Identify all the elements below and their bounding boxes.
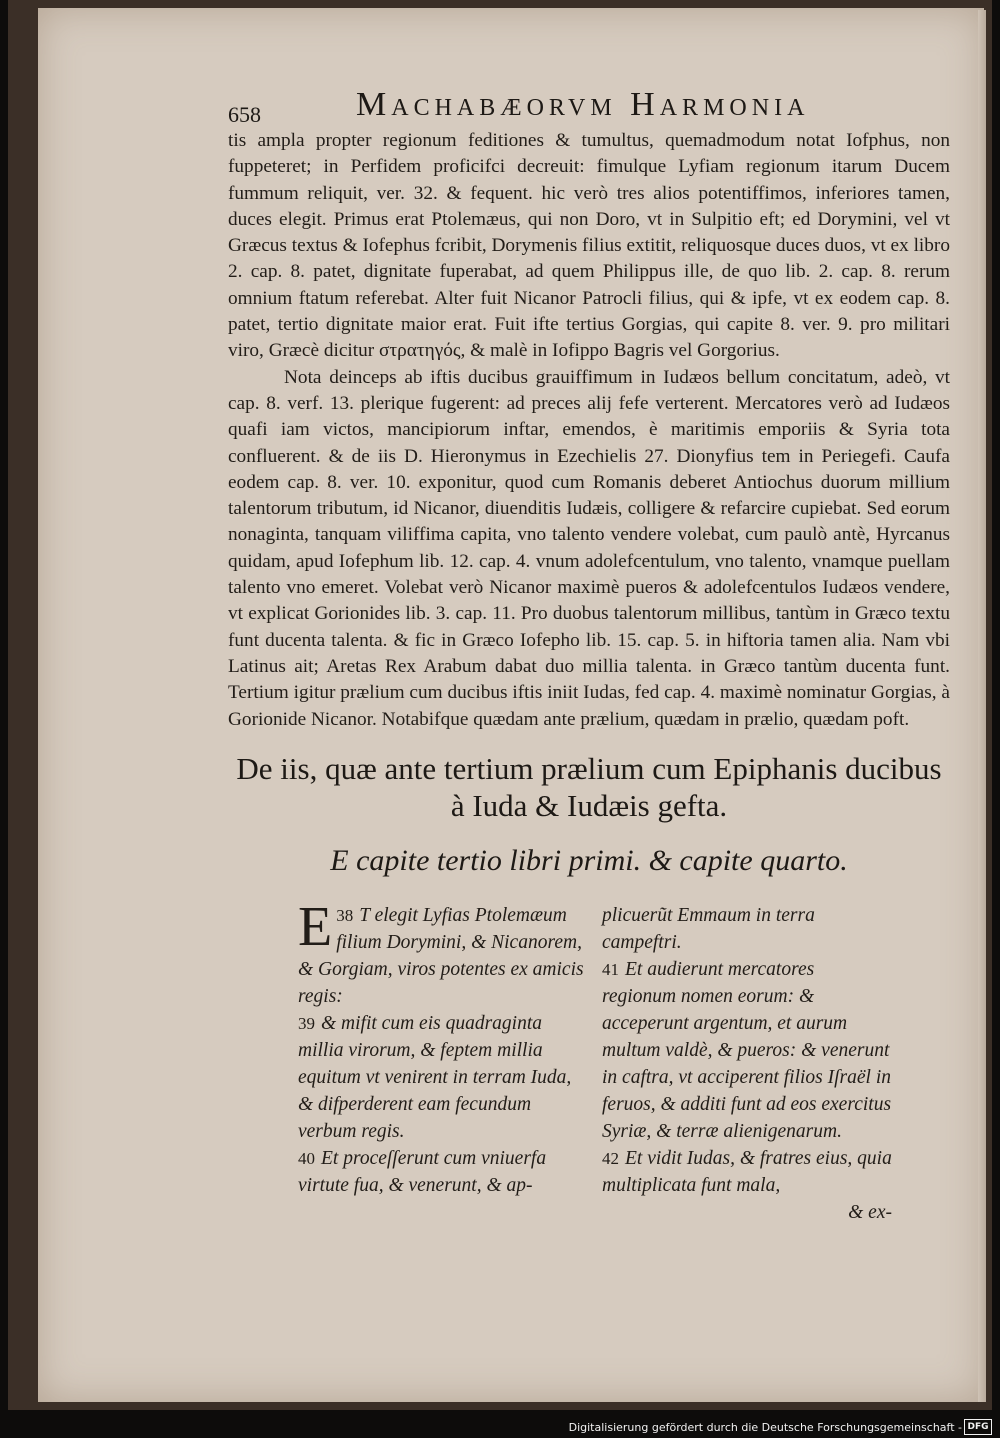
verse-42 — [602, 1145, 892, 1199]
digitization-credit: Digitalisierung gefördert durch die Deutsche Forschungsgemeinschaft - — [568, 1421, 962, 1434]
catchword: & ex- — [848, 1202, 892, 1223]
verse-40 — [298, 1145, 588, 1199]
verse-number: 42 — [602, 1149, 619, 1168]
section-title: De iis, quæ ante tertium prælium cum Epiphanis ducibus à Iuda & Iudæis gefta. — [236, 751, 942, 823]
verse-column-left — [298, 896, 588, 1199]
verse-39 — [298, 1010, 588, 1145]
verse-number: 41 — [602, 960, 619, 979]
verse-text: T elegit Lyfias Ptolemæum filium Dorymini, & Nicanorem, & Gorgiam, viros potentes ex amicis regis: — [298, 905, 584, 1007]
commentary-text — [228, 128, 950, 733]
running-title: Machabæorvm Harmonia — [356, 86, 810, 123]
verse-text: Et audierunt mercatores regionum nomen eorum: & acceperunt argentum, et aurum multum valdè, & pueros: & venerunt in caftra, vt acciperent filios Iſraël in feruos, & additi funt ad eos exercitus Syriæ, & terræ alienigenarum. — [602, 959, 892, 1142]
verse-text: plicuerũt Emmaum in terra campeftri. — [602, 905, 815, 953]
verse-text: Et vidit Iudas, & fratres eius, quia multiplicata funt mala, — [602, 1148, 892, 1196]
verse-number: 38 — [336, 906, 354, 925]
verse-column-right — [602, 902, 892, 1226]
dfg-logo: DFG — [964, 1419, 992, 1435]
source-line: E capite tertio libri primi. & capite quarto. — [330, 844, 848, 877]
paragraph-1: tis ampla propter regionum feditiones & tumultus, quemadmodum notat Iofphus, non fuppeteret; in Perfidem proficifci decreuit: fimulque Lyfiam regionum itarum Ducem fummum reliquit, ver. 32. & fequent. hic verò tres alios potentiffimos, inferiores tamen, duces elegit. Primus erat Ptolemæus, qui non Doro, vt in Sulpitio eft; ed Dorymini, vel vt Græcus textus & Iofephus fcribit, Dorymenis filius extitit, reliquosque duces duos, vt ex libro 2. cap. 8. patet, dignitate fuperabat, ad quem Philippus ille, de quo lib. 2. cap. 8. rerum omnium ftatum referebat. Alter fuit Nicanor Patrocli filius, qui & ipfe, vt ex eodem cap. 8. patet, tertio dignitate maior erat. Fuit ifte tertius Gorgias, qui capite 8. ver. 9. pro militari viro, Græcè dicitur στρατηγός, & malè in Iofippo Bagris vel Gorgorius. — [228, 130, 950, 362]
page-edge — [978, 10, 986, 1402]
running-head — [228, 82, 948, 127]
verse-number: 39 — [298, 1014, 315, 1033]
verse-40-continued — [602, 902, 892, 956]
verse-number: 40 — [298, 1149, 315, 1168]
page-number: 658 — [228, 102, 261, 127]
verse-text: Et proceſſerunt cum vniuerfa virtute fua, & venerunt, & ap- — [298, 1148, 547, 1196]
verse-38 — [298, 896, 588, 1010]
paragraph-2: Nota deinceps ab iftis ducibus grauiffimum in Iudæos bellum concitatum, adeò, vt cap. 8. verf. 13. plerique fugerent: ad preces alij fefe verterent. Mercatores verò ad Iudæos quafi iam victos, mancipiorum inftar, emendos, è maritimis emporiis & Syria tota confluerent. & de iis D. Hieronymus in Ezechielis 27. Dionyfius tem in Periegefi. Caufa eodem cap. 8. ver. 10. exponitur, quod cum Romanis deberet Antiochus duorum millium talentorum tributum, id Nicanor, diuenditis Iudæis, colligere & refarcire cupiebat. Sed eorum nonaginta, tanquam viliffima capita, vno talento vendere volebat, cum paulò antè, Hyrcanus quidam, apud Iofephum lib. 12. cap. 4. vnum adolefcentulum, vno talento, vnamque puellam talento vno emeret. Volebat verò Nicanor maximè pueros & adolefcentulos Iudæos vendere, vt explicat Gorionides lib. 3. cap. 11. Pro duobus talentorum millibus, tantùm in Græco textu funt ducenta talenta. & fic in Græco Iofepho lib. 15. cap. 5. in hiftoria tamen alia. Nam vbi Latinus ait; Aretas Rex Arabum dabat duo millia talenta. in Græco tantùm ducenta funt. Tertium igitur prælium cum ducibus iftis iniit Iudas, fed cap. 4. maximè nominatur Gorgias, à Gorionide Nicanor. Notabifque quædam ante prælium, quædam in prælio, quædam poft. — [228, 366, 950, 730]
drop-cap: E — [298, 896, 333, 958]
verse-41 — [602, 956, 892, 1145]
verse-text: & mifit cum eis quadraginta millia virorum, & feptem millia equitum vt venirent in terram Iuda, & difperderent eam fecundum verbum regis. — [298, 1013, 572, 1142]
